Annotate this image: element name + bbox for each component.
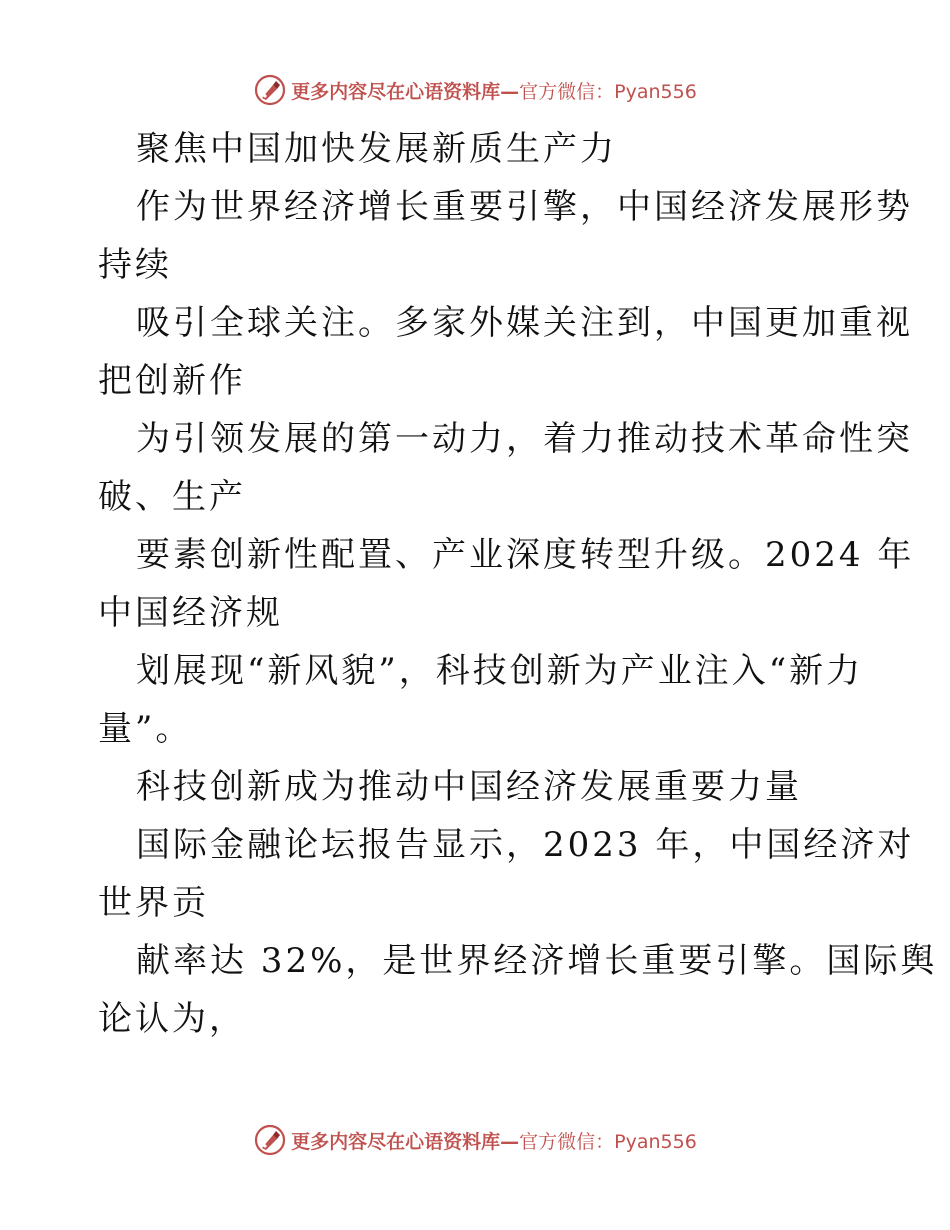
text-line: 破、生产 (98, 477, 246, 517)
text-line: 为引领发展的第一动力，着力推动技术革命性突 (136, 419, 913, 459)
banner-wechat: 官方微信：Pyan556 (519, 1130, 697, 1153)
text-line: 把创新作 (98, 361, 246, 401)
text-line: 科技创新成为推动中国经济发展重要力量 (136, 767, 802, 807)
pen-logo-icon (253, 73, 287, 107)
text-line: 中国经济规 (98, 593, 283, 633)
pen-logo-icon (253, 1123, 287, 1157)
footer-banner (0, 1120, 950, 1160)
text-line: 划展现“新风貌”，科技创新为产业注入“新力 (136, 651, 864, 691)
text-line: 献率达 32%，是世界经济增长重要引擎。国际舆 (136, 941, 938, 981)
banner-wechat: 官方微信：Pyan556 (519, 80, 697, 103)
text-line: 世界贡 (98, 883, 209, 923)
text-line: 聚焦中国加快发展新质生产力 (136, 129, 617, 169)
header-banner (0, 70, 950, 110)
document-body (98, 120, 938, 1048)
text-line: 持续 (98, 245, 172, 285)
text-line: 吸引全球关注。多家外媒关注到，中国更加重视 (136, 303, 913, 343)
text-line: 作为世界经济增长重要引擎，中国经济发展形势 (136, 187, 913, 227)
text-line: 要素创新性配置、产业深度转型升级。2024 年 (136, 535, 915, 575)
text-line: 论认为， (98, 999, 246, 1039)
banner-slogan: 更多内容尽在心语资料库— (291, 1130, 520, 1153)
banner-slogan: 更多内容尽在心语资料库— (291, 80, 520, 103)
text-line: 国际金融论坛报告显示，2023 年，中国经济对 (136, 825, 915, 865)
text-line: 量”。 (98, 709, 193, 749)
